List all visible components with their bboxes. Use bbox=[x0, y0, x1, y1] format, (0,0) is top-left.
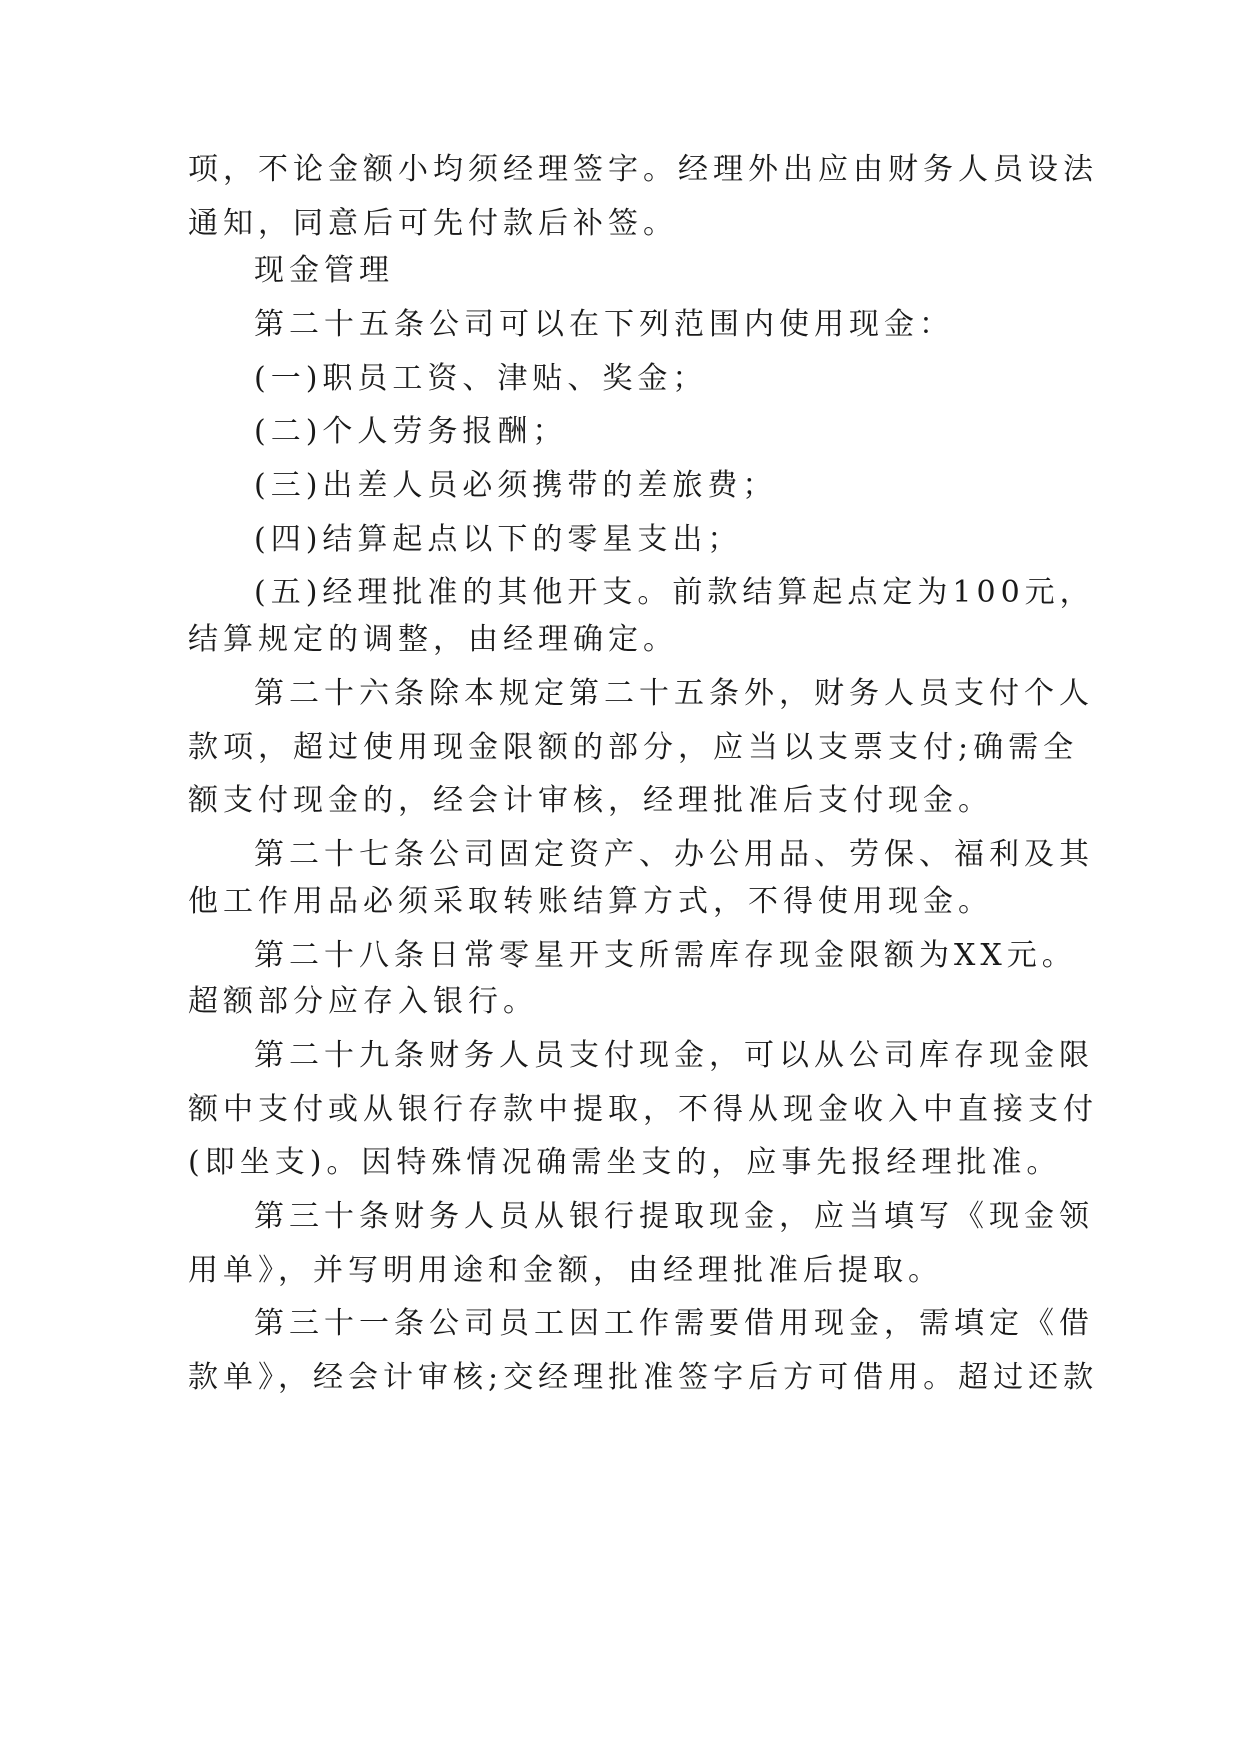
list-item: (一)职员工资、津贴、奖金； bbox=[254, 361, 708, 396]
text-line: 他工作用品必须采取转账结算方式，不得使用现金。 bbox=[188, 884, 993, 919]
paragraph-line: 第二十八条日常零星开支所需库存现金限额为XX元。 bbox=[254, 938, 1077, 973]
text-line: 超额部分应存入银行。 bbox=[188, 984, 538, 1019]
list-item: (二)个人劳务报酬； bbox=[254, 414, 568, 449]
text-line: 项，不论金额小均须经理签字。经理外出应由财务人员设法 bbox=[188, 152, 1098, 187]
list-item: (三)出差人员必须携带的差旅费； bbox=[254, 468, 778, 503]
text-line: 通知，同意后可先付款后补签。 bbox=[188, 206, 678, 241]
section-heading: 现金管理 bbox=[254, 253, 394, 288]
text-line: 款项，超过使用现金限额的部分，应当以支票支付;确需全 bbox=[188, 730, 1079, 765]
text-line: (即坐支)。因特殊情况确需坐支的，应事先报经理批准。 bbox=[188, 1145, 1062, 1180]
paragraph-line: 第二十九条财务人员支付现金，可以从公司库存现金限 bbox=[254, 1038, 1094, 1073]
paragraph-line: 第二十六条除本规定第二十五条外，财务人员支付个人 bbox=[254, 676, 1094, 711]
text-line: 额支付现金的，经会计审核，经理批准后支付现金。 bbox=[188, 783, 993, 818]
list-item: (五)经理批准的其他开支。前款结算起点定为100元， bbox=[254, 575, 1095, 610]
text-line: 用单》，并写明用途和金额，由经理批准后提取。 bbox=[188, 1253, 943, 1288]
paragraph-line: 第三十一条公司员工因工作需要借用现金，需填定《借 bbox=[254, 1306, 1094, 1341]
text-line: 结算规定的调整，由经理确定。 bbox=[188, 622, 678, 657]
paragraph-line: 第二十七条公司固定资产、办公用品、劳保、福利及其 bbox=[254, 837, 1094, 872]
article-heading: 第二十五条公司可以在下列范围内使用现金： bbox=[254, 307, 954, 342]
text-line: 额中支付或从银行存款中提取，不得从现金收入中直接支付 bbox=[188, 1092, 1098, 1127]
text-line: 款单》，经会计审核;交经理批准签字后方可借用。超过还款 bbox=[188, 1360, 1099, 1395]
paragraph-line: 第三十条财务人员从银行提取现金，应当填写《现金领 bbox=[254, 1199, 1094, 1234]
list-item: (四)结算起点以下的零星支出； bbox=[254, 522, 743, 557]
